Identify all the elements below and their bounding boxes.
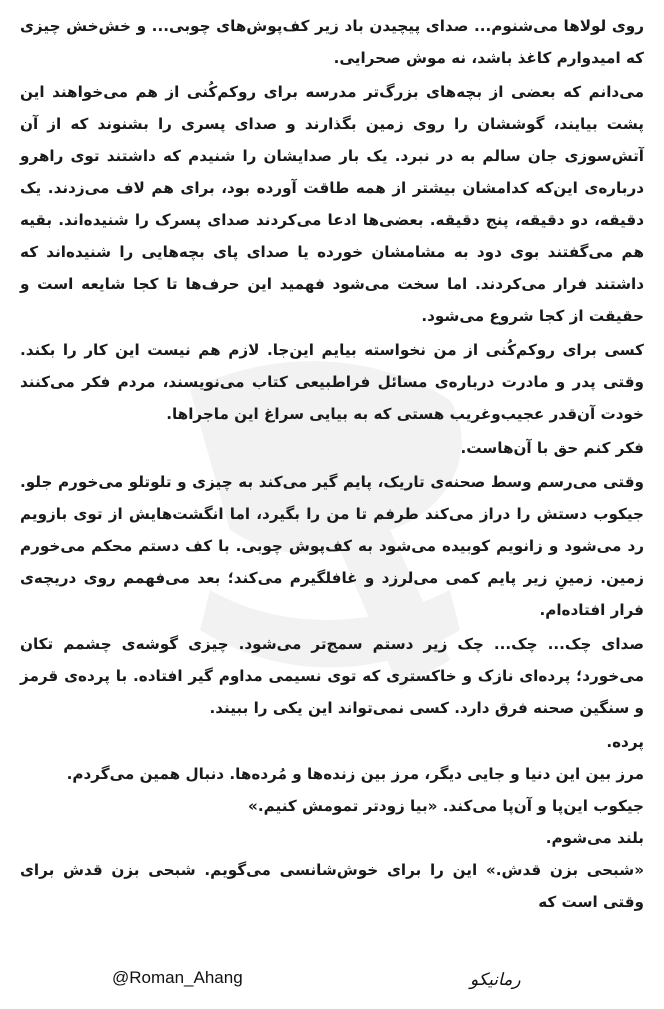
paragraph: وقتی می‌رسم وسط صحنه‌ی تاریک، پایم گیر می‌کند به چیزی و تلوتلو می‌خورم جلو. جیکوب دستش را دراز می‌کند طرفم تا من را بگیرد، اما انگشت‌هایش از توی بازویم رد می‌شود و زانویم کوبیده می‌شود به کف‌پوش چوبی. با کف دستم محکم می‌خورم زمین. زمینِ زیر پایم کمی می‌لرزد و غافلگیرم می‌کند؛ بعد می‌فهمم روی دریچه‌ی فرار افتاده‌ام. bbox=[20, 473, 644, 619]
footer-handle[interactable]: @Roman_Ahang bbox=[112, 968, 243, 987]
paragraph: جیکوب این‌پا و آن‌پا می‌کند. «بیا زودتر تمومش کنیم.» bbox=[248, 797, 644, 815]
paragraph: پرده. bbox=[606, 733, 644, 751]
paragraph: روی لولاها می‌شنوم... صدای پیچیدن باد زیر کف‌پوش‌های چوبی... و خش‌خش چیزی که امیدوارم کاغذ باشد، نه موش صحرایی. bbox=[20, 17, 644, 67]
paragraph: «شبحی بزن قدش.» این را برای خوش‌شانسی می‌گویم. شبحی بزن قدش برای وقتی است که bbox=[20, 861, 644, 911]
footer-brand: رمانیکو bbox=[470, 970, 521, 990]
paragraph: کسی برای روکم‌کُنی از من نخواسته بیایم این‌جا. لازم هم نیست این کار را بکند. وقتی پدر و مادرت درباره‌ی مسائل فراطبیعی کتاب می‌نویسند، مردم فکر می‌کنند خودت آن‌قدر عجیب‌وغریب هستی که به بیایی سراغ این ماجراها. bbox=[20, 341, 644, 423]
paragraph: فکر کنم حق با آن‌هاست. bbox=[460, 439, 644, 457]
body-text bbox=[20, 10, 644, 918]
paragraph: می‌دانم که بعضی از بچه‌های بزرگ‌تر مدرسه برای روکم‌کُنی از هم می‌خواهند این پشت بیایند، گوششان را روی زمین بگذارند و صدای پسری را بشنوند که از آن آتش‌سوزی جان سالم به در نبرد. یک بار صدایشان را شنیدم که داشتند توی راهرو درباره‌ی این‌که کدامشان بیشتر از همه طاقت آورده بود، برای هم لاف می‌زدند. یک دقیقه، دو دقیقه، پنج دقیقه. بعضی‌ها ادعا می‌کردند صدای پسرک را شنیده‌اند. بقیه هم می‌گفتند بوی دود به مشامشان خورده یا صدای پای بچه‌هایی را شنیده‌اند که داشتند فرار می‌کردند. اما سخت می‌شود فهمید این حرف‌ها تا کجا شایعه است و حقیقت از کجا شروع می‌شود. bbox=[20, 83, 644, 325]
paragraph: صدای چک... چک... چک زیر دستم سمج‌تر می‌شود. چیزی گوشه‌ی چشمم تکان می‌خورد؛ پرده‌ای نازک و خاکستری که توی نسیمی مداوم گیر افتاده. با پرده‌ی قرمز و سنگین صحنه فرق دارد. کسی نمی‌تواند این یکی را ببیند. bbox=[20, 635, 644, 717]
paragraph: مرز بین این دنیا و جایی دیگر، مرز بین زنده‌ها و مُرده‌ها. دنبال همین می‌گردم. bbox=[66, 765, 644, 783]
paragraph: بلند می‌شوم. bbox=[545, 829, 644, 847]
